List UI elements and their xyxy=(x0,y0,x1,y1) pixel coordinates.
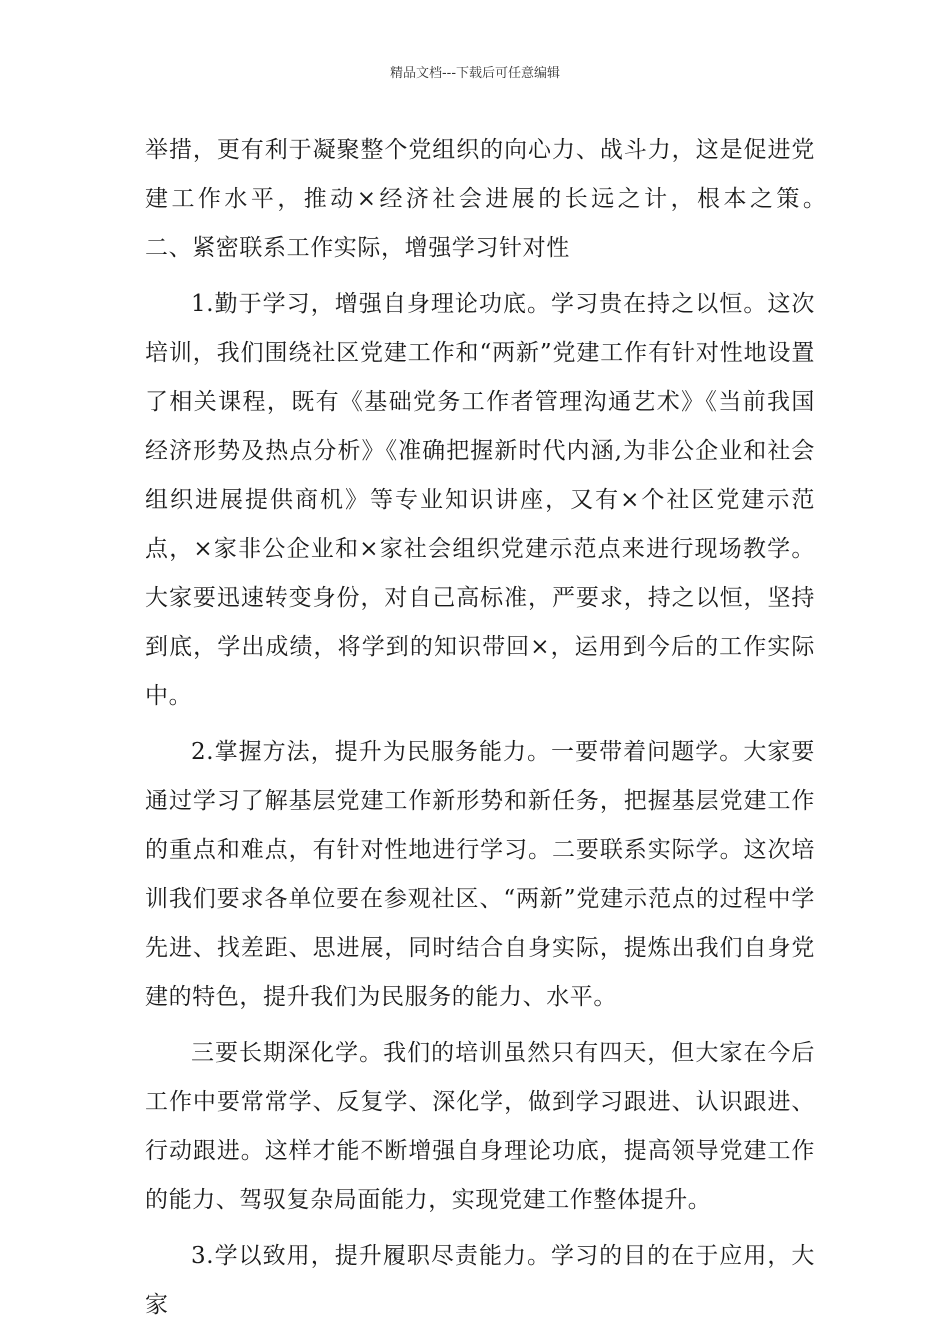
paragraph-apply-learning: 3.学以致用，提升履职尽责能力。学习的目的在于应用，大家 xyxy=(145,1243,815,1318)
page-header: 精品文档---下载后可任意编辑 xyxy=(389,66,561,81)
document-body xyxy=(145,126,863,1337)
paragraph-master-methods: 2.掌握方法，提升为民服务能力。一要带着问题学。大家要通过学习了解基层党建工作新形势和新任务，把握基层党建工作的重点和难点，有针对性地进行学习。二要联系实际学。这次培训我们要求各单位要在参观社区、“两新”党建示范点的过程中学先进、找差距、思进展，同时结合自身实际，提炼出我们自身党建的特色，提升我们为民服务的能力、水平。 xyxy=(145,739,815,1010)
paragraph-study-diligently: 1.勤于学习，增强自身理论功底。学习贵在持之以恒。这次培训，我们围绕社区党建工作和“两新”党建工作有针对性地设置了相关课程，既有《基础党务工作者管理沟通艺术》《当前我国经济形势及热点分析》《准确把握新时代内涵,为非公企业和社会组织进展提供商机》等专业知识讲座，又有×个社区党建示范点，×家非公企业和×家社会组织党建示范点来进行现场教学。大家要迅速转变身份，对自己高标准，严要求，持之以恒，坚持到底，学出成绩，将学到的知识带回×，运用到今后的工作实际中。 xyxy=(145,291,815,709)
paragraph-continuation: 举措，更有利于凝聚整个党组织的向心力、战斗力，这是促进党建工作水平，推动×经济社会进展的长远之计，根本之策。 二、紧密联系工作实际，增强学习针对性 xyxy=(145,137,863,261)
paragraph-long-term-study: 三要长期深化学。我们的培训虽然只有四天，但大家在今后工作中要常常学、反复学、深化学，做到学习跟进、认识跟进、行动跟进。这样才能不断增强自身理论功底，提高领导党建工作的能力、驾驭复杂局面能力，实现党建工作整体提升。 xyxy=(145,1040,815,1213)
